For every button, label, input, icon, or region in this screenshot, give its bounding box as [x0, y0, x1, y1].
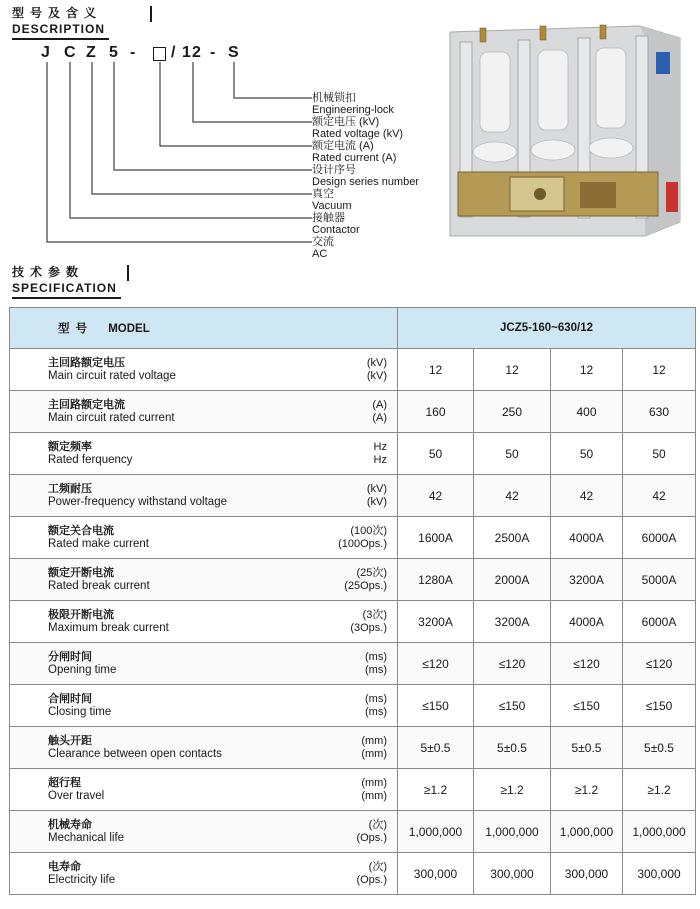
- code-char-s: S: [228, 44, 239, 61]
- param-unit: [361, 735, 387, 761]
- unit-cn: Hz: [373, 440, 387, 453]
- table-row: [10, 811, 696, 853]
- param-name-cn: 主回路额定电流: [48, 398, 125, 411]
- legend-design-series: [312, 164, 419, 188]
- value-cell: 5±0.5: [623, 727, 696, 769]
- unit-cn: (kV): [366, 356, 387, 369]
- value-cell: ≤150: [623, 685, 696, 727]
- legend-cn: 额定电压 (kV): [312, 116, 380, 128]
- value-cell: 3200A: [551, 559, 623, 601]
- param-cell: [10, 433, 398, 475]
- model-header-en: MODEL: [108, 323, 150, 335]
- param-cell: [10, 349, 398, 391]
- param-name-cn: 合闸时间: [48, 692, 92, 705]
- param-name-en: Clearance between open contacts: [48, 747, 222, 760]
- unit-cn: (ms): [365, 650, 387, 663]
- value-cell: ≥1.2: [623, 769, 696, 811]
- model-code-diagram: [0, 40, 440, 270]
- param-name-cn: 工频耐压: [48, 482, 92, 495]
- value-cell: 42: [398, 475, 474, 517]
- table-row: [10, 475, 696, 517]
- legend-cn: 额定电流 (A): [312, 140, 374, 152]
- spec-table: [9, 307, 696, 895]
- value-cell: 2000A: [474, 559, 551, 601]
- value-cell: ≤150: [398, 685, 474, 727]
- unit-cn: (3次): [362, 608, 387, 621]
- legend-rated-voltage: [312, 116, 403, 140]
- value-cell: 50: [623, 433, 696, 475]
- value-cell: ≤120: [398, 643, 474, 685]
- code-placeholder-box: [153, 47, 166, 61]
- table-row: [10, 727, 696, 769]
- value-cell: ≤150: [551, 685, 623, 727]
- value-cell: 300,000: [623, 853, 696, 895]
- code-char-dash-2: -: [210, 44, 216, 61]
- unit-en: (mm): [361, 789, 387, 802]
- param-name-en: Opening time: [48, 663, 117, 676]
- table-row: [10, 559, 696, 601]
- param-cell: [10, 559, 398, 601]
- table-row: [10, 391, 696, 433]
- param-cell: [10, 685, 398, 727]
- code-char-z: Z: [86, 44, 96, 61]
- value-cell: 12: [398, 349, 474, 391]
- param-unit: [367, 483, 387, 509]
- value-cell: 12: [623, 349, 696, 391]
- legend-en: Design series number: [312, 176, 419, 188]
- param-name-cn: 电寿命: [48, 860, 81, 873]
- description-heading: [12, 6, 109, 40]
- value-cell: ≤120: [551, 643, 623, 685]
- value-cell: 1,000,000: [474, 811, 551, 853]
- value-cell: ≤120: [623, 643, 696, 685]
- value-cell: 50: [398, 433, 474, 475]
- unit-en: (kV): [366, 495, 387, 508]
- model-header: [10, 308, 398, 349]
- param-cell: [10, 391, 398, 433]
- specification-title-en: SPECIFICATION: [12, 281, 121, 299]
- legend-en: AC: [312, 248, 328, 260]
- unit-en: (kV): [366, 369, 387, 382]
- param-cell: [10, 769, 398, 811]
- model-header-cn: 型号: [58, 323, 93, 335]
- table-row: [10, 769, 696, 811]
- value-cell: 42: [551, 475, 623, 517]
- param-name-cn: 触头开距: [48, 734, 92, 747]
- legend-cn: 交流: [312, 236, 334, 248]
- param-unit: [367, 357, 387, 383]
- param-name-cn: 额定开断电流: [48, 566, 114, 579]
- unit-en: (ms): [365, 663, 387, 676]
- legend-engineering-lock: [312, 92, 394, 116]
- unit-cn: (ms): [365, 692, 387, 705]
- value-cell: 3200A: [398, 601, 474, 643]
- value-cell: 1600A: [398, 517, 474, 559]
- value-cell: 12: [474, 349, 551, 391]
- value-cell: ≤150: [474, 685, 551, 727]
- param-name-cn: 极限开断电流: [48, 608, 114, 621]
- value-cell: 5±0.5: [474, 727, 551, 769]
- unit-en: (mm): [361, 747, 387, 760]
- legend-vacuum: [312, 188, 352, 212]
- legend-cn: 机械锁扣: [312, 92, 356, 104]
- param-name-en: Rated make current: [48, 537, 149, 550]
- description-title-en: DESCRIPTION: [12, 22, 109, 40]
- unit-en: (25Ops.): [344, 579, 387, 592]
- value-cell: 400: [551, 391, 623, 433]
- value-cell: 160: [398, 391, 474, 433]
- param-cell: [10, 517, 398, 559]
- value-cell: ≥1.2: [551, 769, 623, 811]
- code-char-dash-1: -: [130, 44, 136, 61]
- code-char-j: J: [41, 44, 50, 61]
- unit-cn: (mm): [361, 776, 387, 789]
- param-cell: [10, 643, 398, 685]
- specification-title-cn: 技术参数: [12, 265, 85, 279]
- legend-cn: 真空: [312, 188, 334, 200]
- table-header-row: [10, 308, 696, 349]
- unit-cn: (次): [368, 818, 387, 831]
- code-char-c: C: [64, 44, 76, 61]
- legend-ac: [312, 236, 334, 260]
- table-row: [10, 643, 696, 685]
- code-char-slash: /: [171, 44, 176, 61]
- unit-cn: (100次): [350, 524, 387, 537]
- value-cell: 3200A: [474, 601, 551, 643]
- value-cell: 1,000,000: [551, 811, 623, 853]
- value-cell: 5±0.5: [398, 727, 474, 769]
- legend-en: Engineering-lock: [312, 104, 394, 116]
- value-cell: 42: [474, 475, 551, 517]
- param-cell: [10, 811, 398, 853]
- param-cell: [10, 475, 398, 517]
- value-cell: 300,000: [551, 853, 623, 895]
- param-cell: [10, 853, 398, 895]
- value-cell: ≤120: [474, 643, 551, 685]
- param-unit: [356, 819, 387, 845]
- value-cell: 4000A: [551, 517, 623, 559]
- value-cell: ≥1.2: [398, 769, 474, 811]
- unit-en: (3Ops.): [350, 621, 387, 634]
- legend-en: Rated voltage (kV): [312, 128, 404, 140]
- value-cell: 4000A: [551, 601, 623, 643]
- legend-en: Vacuum: [312, 200, 352, 212]
- value-cell: 1280A: [398, 559, 474, 601]
- value-cell: 5±0.5: [551, 727, 623, 769]
- value-cell: 6000A: [623, 601, 696, 643]
- legend-en: Contactor: [312, 224, 360, 236]
- legend-en: Rated current (A): [312, 152, 397, 164]
- value-cell: 300,000: [474, 853, 551, 895]
- unit-en: (100Ops.): [338, 537, 387, 550]
- param-name-en: Main circuit rated current: [48, 411, 175, 424]
- unit-en: (Ops.): [356, 873, 387, 886]
- unit-en: (Ops.): [356, 831, 387, 844]
- param-unit: [361, 777, 387, 803]
- unit-cn: (A): [372, 398, 387, 411]
- table-row: [10, 433, 696, 475]
- param-name-en: Maximum break current: [48, 621, 169, 634]
- unit-cn: (25次): [356, 566, 387, 579]
- param-unit: [365, 651, 387, 677]
- heading-rule: [150, 6, 152, 22]
- value-cell: 1,000,000: [623, 811, 696, 853]
- legend-cn: 接触器: [312, 212, 345, 224]
- unit-en: Hz: [373, 453, 387, 466]
- param-unit: [356, 861, 387, 887]
- code-char-5: 5: [109, 44, 118, 61]
- unit-cn: (次): [368, 860, 387, 873]
- param-name-en: Power-frequency withstand voltage: [48, 495, 227, 508]
- table-row: [10, 601, 696, 643]
- legend-rated-current: [312, 140, 396, 164]
- unit-cn: (mm): [361, 734, 387, 747]
- value-cell: 50: [474, 433, 551, 475]
- param-name-en: Rated break current: [48, 579, 150, 592]
- param-name-cn: 机械寿命: [48, 818, 92, 831]
- table-row: [10, 853, 696, 895]
- value-cell: 5000A: [623, 559, 696, 601]
- param-name-cn: 超行程: [48, 776, 81, 789]
- param-cell: [10, 727, 398, 769]
- value-cell: 300,000: [398, 853, 474, 895]
- value-cell: 12: [551, 349, 623, 391]
- value-cell: 6000A: [623, 517, 696, 559]
- value-cell: 1,000,000: [398, 811, 474, 853]
- param-unit: [338, 525, 387, 551]
- param-name-cn: 分闸时间: [48, 650, 92, 663]
- legend-contactor: [312, 212, 360, 236]
- table-row: [10, 685, 696, 727]
- param-name-cn: 额定频率: [48, 440, 92, 453]
- value-cell: 2500A: [474, 517, 551, 559]
- param-unit: [350, 609, 387, 635]
- param-name-en: Main circuit rated voltage: [48, 369, 176, 382]
- param-name-en: Closing time: [48, 705, 112, 718]
- specification-heading: [12, 265, 121, 299]
- unit-cn: (kV): [366, 482, 387, 495]
- legend-cn: 设计序号: [312, 164, 356, 176]
- param-name-en: Rated ferquency: [48, 453, 133, 466]
- table-row: [10, 349, 696, 391]
- spec-table-body: [10, 349, 696, 895]
- unit-en: (ms): [365, 705, 387, 718]
- value-cell: 250: [474, 391, 551, 433]
- value-cell: 42: [623, 475, 696, 517]
- model-value-header: JCZ5-160~630/12: [398, 308, 696, 349]
- description-title-cn: 型号及含义: [12, 6, 103, 20]
- param-name-en: Over travel: [48, 789, 105, 802]
- param-unit: [365, 693, 387, 719]
- value-cell: 630: [623, 391, 696, 433]
- param-name-cn: 主回路额定电压: [48, 356, 125, 369]
- param-unit: [374, 441, 387, 467]
- contactor-product-photo: [440, 22, 690, 244]
- heading-rule: [127, 265, 129, 281]
- param-name-en: Mechanical life: [48, 831, 125, 844]
- param-name-cn: 额定关合电流: [48, 524, 114, 537]
- table-row: [10, 517, 696, 559]
- param-name-en: Electricity life: [48, 873, 116, 886]
- unit-en: (A): [372, 411, 387, 424]
- param-unit: [344, 567, 387, 593]
- value-cell: ≥1.2: [474, 769, 551, 811]
- param-unit: [372, 399, 387, 425]
- value-cell: 50: [551, 433, 623, 475]
- param-cell: [10, 601, 398, 643]
- code-char-2: 2: [192, 44, 201, 61]
- code-char-1: 1: [182, 44, 191, 61]
